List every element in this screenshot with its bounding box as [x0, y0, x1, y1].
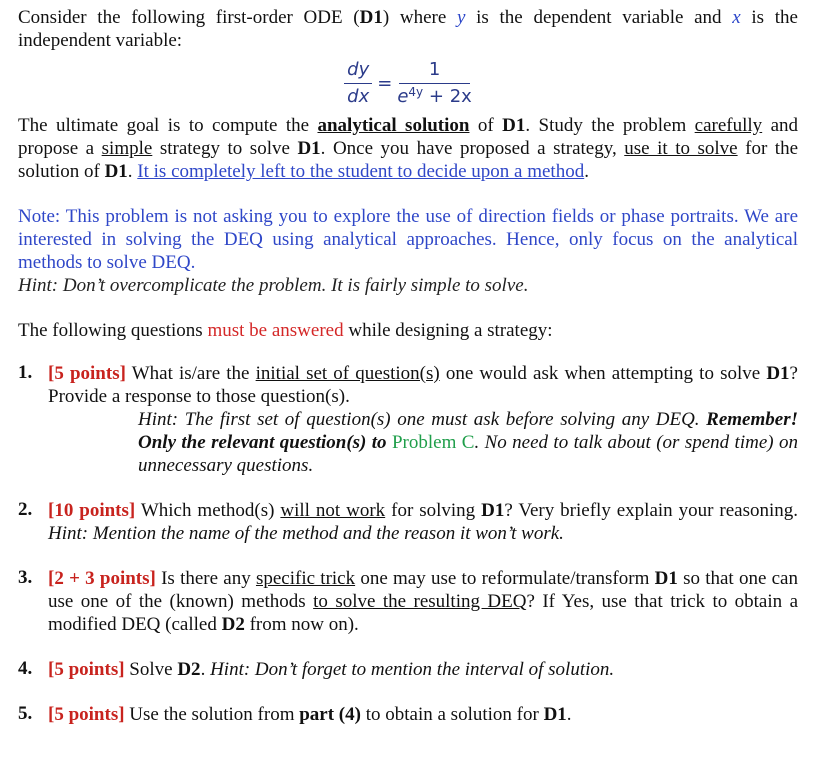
note-hint: Hint: Don’t overcomplicate the problem. It is fairly simple to solve.	[18, 275, 529, 296]
specific-trick-phrase: specific trick	[255, 568, 356, 589]
question-4	[18, 658, 798, 681]
use-it-phrase: use it to solve	[624, 138, 738, 159]
goal-text-7: for the solution of	[18, 138, 799, 182]
intro-text-3: is the dependent variable and	[465, 7, 733, 28]
resulting-deq-phrase: to solve the resulting DEQ	[313, 591, 527, 612]
q2-text-1: Which method(s)	[135, 500, 281, 521]
q1-remember: Remember! Only the relevant question(s) to	[138, 409, 798, 453]
rhs-exponent: 4y	[408, 84, 424, 99]
problem-document	[18, 6, 798, 726]
intro-text-1: Consider the following first-order ODE (	[18, 7, 360, 28]
var-y: y	[457, 7, 466, 28]
intro-paragraph	[18, 6, 798, 52]
carefully-phrase: carefully	[694, 115, 763, 136]
lhs-numerator: dy	[344, 59, 372, 84]
q3-text-5: from now on).	[244, 614, 359, 635]
q4-hint: Hint: Don’t forget to mention the interval of solution.	[210, 659, 615, 680]
equals-sign: =	[377, 72, 393, 94]
goal-text-9: .	[584, 161, 589, 182]
questions-intro-text-2: while designing a strategy:	[343, 320, 553, 341]
questions-intro	[18, 319, 798, 342]
ode-equation	[18, 58, 798, 108]
d1-label: D1	[654, 568, 678, 589]
points-label: [5 points]	[48, 363, 126, 384]
note-paragraph: Note: This problem is not asking you to explore the use of direction fields or phase portraits. We are interested in solving the DEQ using analytical approaches. Hence, only focus on the analytical methods to solve DEQ.	[18, 206, 798, 273]
goal-text-1: The ultimate goal is to compute the	[18, 115, 318, 136]
q5-text-1: Use the solution from	[124, 704, 300, 725]
points-label: [10 points]	[48, 500, 136, 521]
analytical-solution-phrase: analytical solution	[317, 115, 470, 136]
rhs-fraction	[397, 59, 471, 108]
question-2-text	[48, 499, 798, 545]
question-4-text	[48, 658, 798, 681]
q3-text-3: so that one can use one of the (known) methods	[48, 568, 798, 612]
will-not-work-phrase: will not work	[280, 500, 386, 521]
d2-label: D2	[221, 614, 245, 635]
d1-label: D1	[359, 7, 383, 28]
goal-text-3: . Study the problem	[525, 115, 695, 136]
d1-label: D1	[481, 500, 505, 521]
question-number: 5.	[18, 703, 33, 724]
q1-text-1: What is/are the	[125, 363, 256, 384]
question-5-text	[48, 703, 798, 726]
goal-text-5: strategy to solve	[152, 138, 298, 159]
q1-text-3: ? Provide a response to those question(s).	[48, 363, 798, 407]
d2-label: D2	[177, 659, 201, 680]
points-label: [5 points]	[48, 659, 125, 680]
intro-text-4: is the independent variable:	[18, 7, 798, 51]
question-number: 4.	[18, 658, 33, 679]
lhs-denominator: dx	[347, 85, 370, 107]
question-number: 2.	[18, 499, 33, 520]
d1-label: D1	[297, 138, 321, 159]
goal-text-6: . Once you have proposed a strategy,	[320, 138, 625, 159]
points-label: [2 + 3 points]	[48, 568, 156, 589]
q4-text-1: Solve	[124, 659, 178, 680]
q4-text-2: .	[200, 659, 211, 680]
question-number: 1.	[18, 362, 33, 383]
part-4-label: part (4)	[299, 704, 361, 725]
problem-c-label: Problem C	[391, 432, 475, 453]
goal-paragraph	[18, 114, 798, 183]
goal-text-2: of	[469, 115, 503, 136]
rhs-base-e: e	[397, 85, 409, 107]
intro-text-2: ) where	[382, 7, 458, 28]
rhs-numerator: 1	[399, 59, 470, 84]
q3-text-1: Is there any	[155, 568, 256, 589]
simple-phrase: simple	[101, 138, 153, 159]
goal-text-8: .	[127, 161, 138, 182]
points-label: [5 points]	[48, 704, 125, 725]
question-3-text	[48, 567, 798, 636]
q1-text-2: one would ask when attempting to solve	[439, 363, 767, 384]
q2-hint: Hint: Mention the name of the method and the reason it won’t work.	[48, 523, 564, 544]
must-be-answered-phrase: must be answered	[207, 320, 344, 341]
q1-hint-1: Hint: The first set of question(s) one must ask before solving any DEQ.	[138, 409, 707, 430]
questions-intro-text-1: The following questions	[18, 320, 208, 341]
rhs-denominator	[397, 84, 471, 108]
lhs-fraction	[344, 59, 372, 108]
q2-text-2: for solving	[385, 500, 482, 521]
question-1-text	[48, 362, 798, 408]
q5-text-2: to obtain a solution for	[360, 704, 544, 725]
initial-set-phrase: initial set of question(s)	[255, 363, 440, 384]
question-5	[18, 703, 798, 726]
q3-text-2: one may use to reformulate/transform	[355, 568, 655, 589]
question-1	[18, 362, 798, 477]
question-2	[18, 499, 798, 545]
rhs-rest: + 2x	[423, 85, 472, 107]
q3-text-4: ? If Yes, use that trick to obtain a modified DEQ (called	[48, 591, 798, 635]
question-3	[18, 567, 798, 636]
d1-label: D1	[766, 363, 790, 384]
d1-label: D1	[543, 704, 567, 725]
q1-hint-2: . No need to talk about (or spend time) on unnecessary questions.	[138, 432, 798, 476]
d1-label: D1	[104, 161, 128, 182]
var-x: x	[732, 7, 741, 28]
q2-text-3: ? Very briefly explain your reasoning.	[504, 500, 798, 521]
question-1-hint	[48, 408, 798, 477]
question-number: 3.	[18, 567, 33, 588]
goal-text-4: and propose a	[18, 115, 799, 159]
method-choice-phrase: It is completely left to the student to decide upon a method	[137, 161, 585, 182]
q5-text-3: .	[566, 704, 572, 725]
d1-label: D1	[502, 115, 526, 136]
